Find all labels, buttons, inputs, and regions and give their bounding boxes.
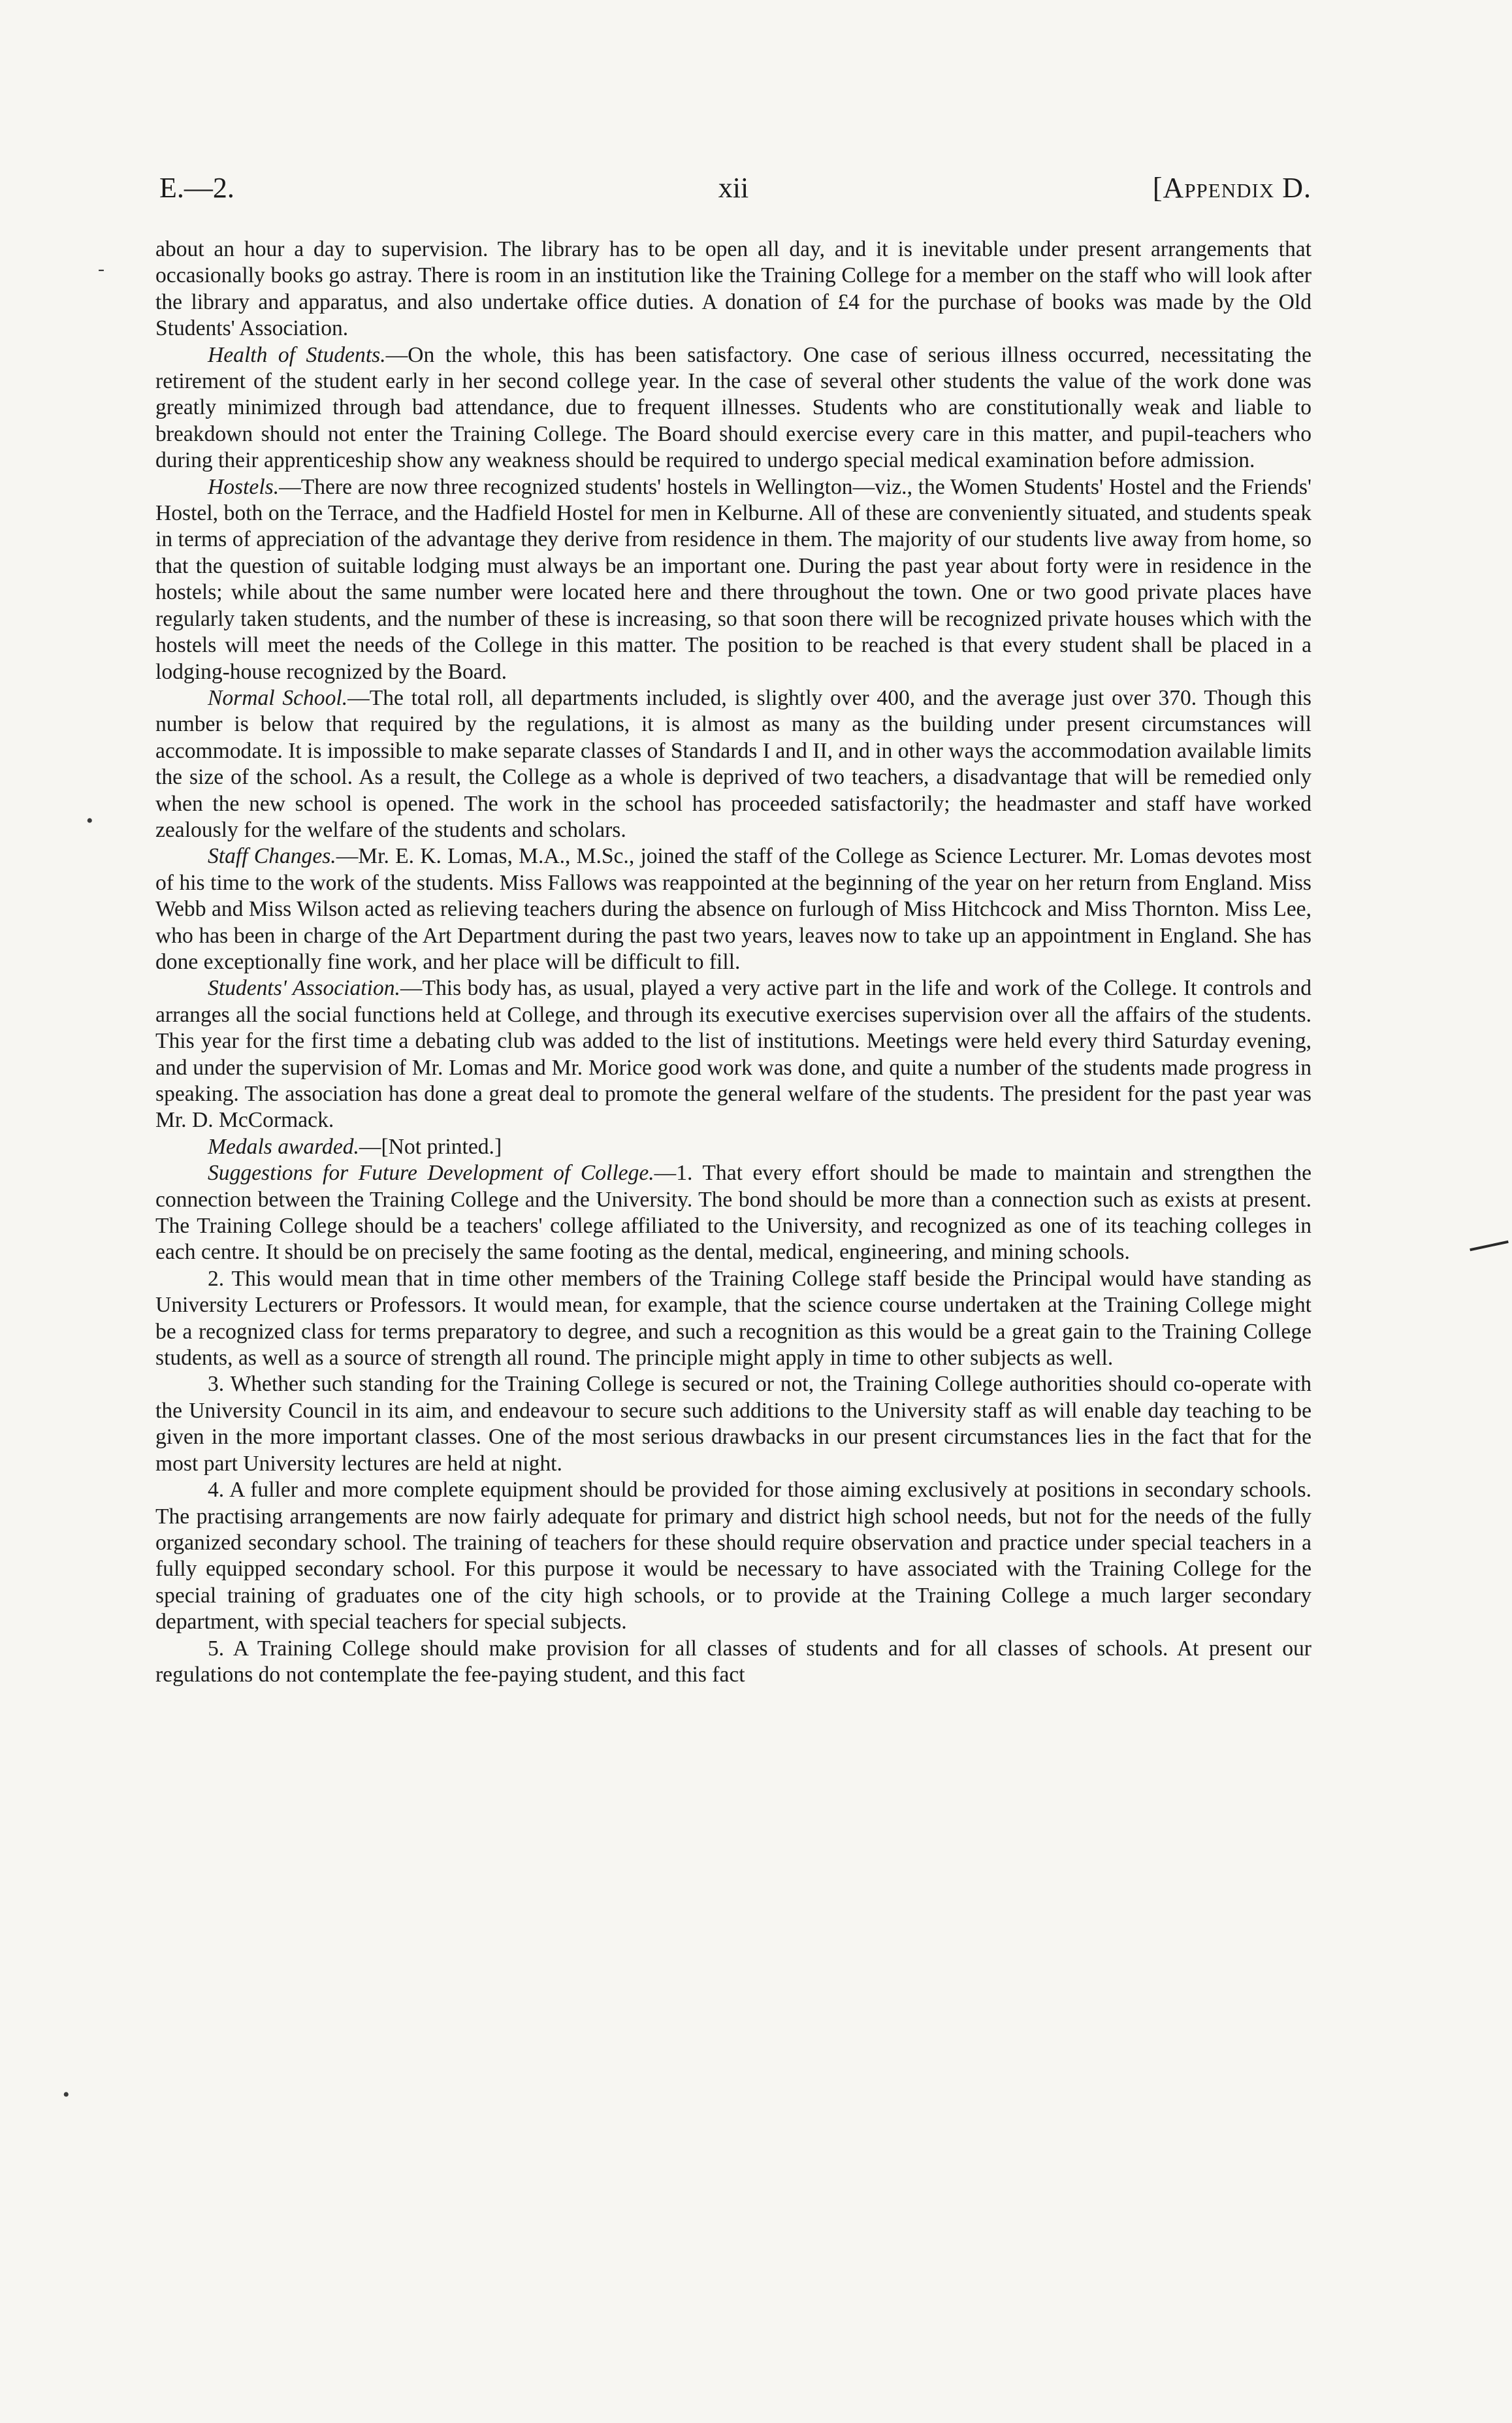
paragraph-heading: Medals awarded. [208,1134,359,1159]
paragraph-suggestions-1 [155,1160,1311,1266]
paragraph-text: 5. A Training College should make provision for all classes of students and for all classes of schools. At present our regulations do not contemplate the fee-paying student, and this fact [155,1636,1311,1687]
paragraph-heading: Hostels. [208,474,280,499]
paragraph-suggestions-3 [155,1371,1311,1477]
paragraph-hostels [155,474,1311,685]
margin-speck-mark: • [63,2084,70,2106]
paragraph-heading: Students' Association. [208,976,400,1001]
page-header [155,171,1311,210]
paragraph-students-association [155,975,1311,1133]
paragraph-suggestions-2 [155,1266,1311,1372]
paragraph-medals [155,1134,1311,1160]
paragraph-text: —Mr. E. K. Lomas, M.A., M.Sc., joined the staff of the College as Science Lecturer. Mr. Lomas devotes most of his time to the work of the students. Miss Fallows was reappointed at the beginning of the year on her return from England. Miss Webb and Miss Wilson acted as relieving teachers during the absence on furlough of Miss Hitchcock and Miss Thornton. Miss Lee, who has been in charge of the Art Department during the past two years, leaves now to take up an appointment in England. She has done exceptionally fine work, and her place will be difficult to fill. [155,844,1311,974]
paragraph-text: —There are now three recognized students' hostels in Wellington—viz., the Women Students' Hostel and the Friends' Hostel, both on the Terrace, and the Hadfield Hostel for men in Kelburne. All of these are conveniently situated, and students speak in terms of appreciation of the advantage they derive from residence in them. The majority of our students live away from home, so that the question of suitable lodging must always be an important one. During the past year about forty were in residence in the hostels; while about the same number were located here and there throughout the town. One or two good private places have regularly taken students, and the number of these is increasing, so that soon there will be recognized private houses which with the hostels will meet the needs of the College in this matter. The position to be reached is that every student shall be placed in a lodging-house recognized by the Board. [155,474,1311,684]
document-page [155,0,1311,2423]
paragraph-library [155,236,1311,342]
paragraph-text: —This body has, as usual, played a very active part in the life and work of the College. It controls and arranges all the social functions held at College, and through its executive exercises supervision over all the affairs of the students. This year for the first time a debating club was added to the list of institutions. Meetings were held every third Saturday evening, and under the supervision of Mr. Lomas and Mr. Morice good work was done, and quite a number of the students made progress in speaking. The association has done a great deal to promote the general welfare of the students. The president for the past year was Mr. D. McCormack. [155,976,1311,1133]
paragraph-text: —[Not printed.] [359,1134,502,1159]
paragraph-suggestions-5 [155,1636,1311,1689]
paragraph-heading: Staff Changes. [208,844,336,869]
header-appendix-label: [Appendix D. [1152,172,1311,204]
paragraph-suggestions-4 [155,1477,1311,1635]
paragraph-text: —On the whole, this has been satisfactory. One case of serious illness occurred, necessitating the retirement of the student early in her second college year. In the case of several other students the value of the work done was greatly minimized through bad attendance, due to frequent illnesses. Students who are constitutionally weak and liable to breakdown should not enter the Training College. The Board should exercise every care in this matter, and pupil-teachers who during their apprenticeship show any weakness should be required to undergo special medical examination before admission. [155,342,1312,473]
header-page-number: xii [718,172,749,204]
paragraph-text: 4. A fuller and more complete equipment should be provided for those aiming exclusively at positions in secondary schools. The practising arrangements are now fairly adequate for primary and district high school needs, but not for the needs of the fully organized secondary school. The training of teachers for these should require observation and practice under special teachers in a fully equipped secondary school. For this purpose it would be necessary to have associated with the Training College for the special training of graduates one of the city high schools, or to provide at the Training College a much larger secondary department, with special teachers for special subjects. [155,1478,1311,1634]
paragraph-staff-changes [155,843,1311,975]
paragraph-health [155,342,1311,474]
margin-pen-stroke-mark [1470,1241,1509,1251]
margin-speck-mark: ‐ [98,258,105,280]
paragraph-heading: Health of Students. [208,342,386,367]
header-document-code: E.—2. [159,172,234,204]
paragraph-heading: Suggestions for Future Development of College. [208,1161,654,1186]
paragraph-heading: Normal School. [208,685,348,710]
paragraph-text: 2. This would mean that in time other members of the Training College staff beside the Principal would have standing as University Lecturers or Professors. It would mean, for example, that the science course undertaken at the Training College might be a recognized class for terms preparatory to degree, and such a recognition as this would be a great gain to the Training College students, as well as a source of strength all round. The principle might apply in time to other subjects as well. [155,1266,1311,1371]
paragraph-text: about an hour a day to supervision. The library has to be open all day, and it is inevitable under present arrangements that occasionally books go astray. There is room in an institution like the Training College for a member on the staff who will look after the library and apparatus, and also undertake office duties. A donation of £4 for the purchase of books was made by the Old Students' Association. [155,237,1311,341]
paragraph-normal-school [155,685,1311,843]
margin-speck-mark: • [86,810,93,832]
document-body [155,236,1311,1688]
paragraph-text: —The total roll, all departments included, is slightly over 400, and the average just over 370. Though this number is below that required by the regulations, it is almost as many as the building under present circumstances will accommodate. It is impossible to make separate classes of Standards I and II, and in other ways the accommodation available limits the size of the school. As a result, the College as a whole is deprived of two teachers, a disadvantage that will be remedied only when the new school is opened. The work in the school has proceeded satisfactorily; the headmaster and staff have worked zealously for the welfare of the students and scholars. [155,685,1311,842]
paragraph-text: —1. That every effort should be made to maintain and strengthen the connection between the Training College and the University. The bond should be more than a connection such as exists at present. The Training College should be a teachers' college affiliated to the University, and recognized as one of its teaching colleges in each centre. It should be on precisely the same footing as the dental, medical, engineering, and mining schools. [155,1161,1312,1265]
paragraph-text: 3. Whether such standing for the Training College is secured or not, the Training College authorities should co-operate with the University Council in its aim, and endeavour to secure such additions to the University staff as will enable day teaching to be given in the more important classes. One of the most serious drawbacks in our present circumstances lies in the fact that for the most part University lectures are held at night. [155,1372,1311,1476]
